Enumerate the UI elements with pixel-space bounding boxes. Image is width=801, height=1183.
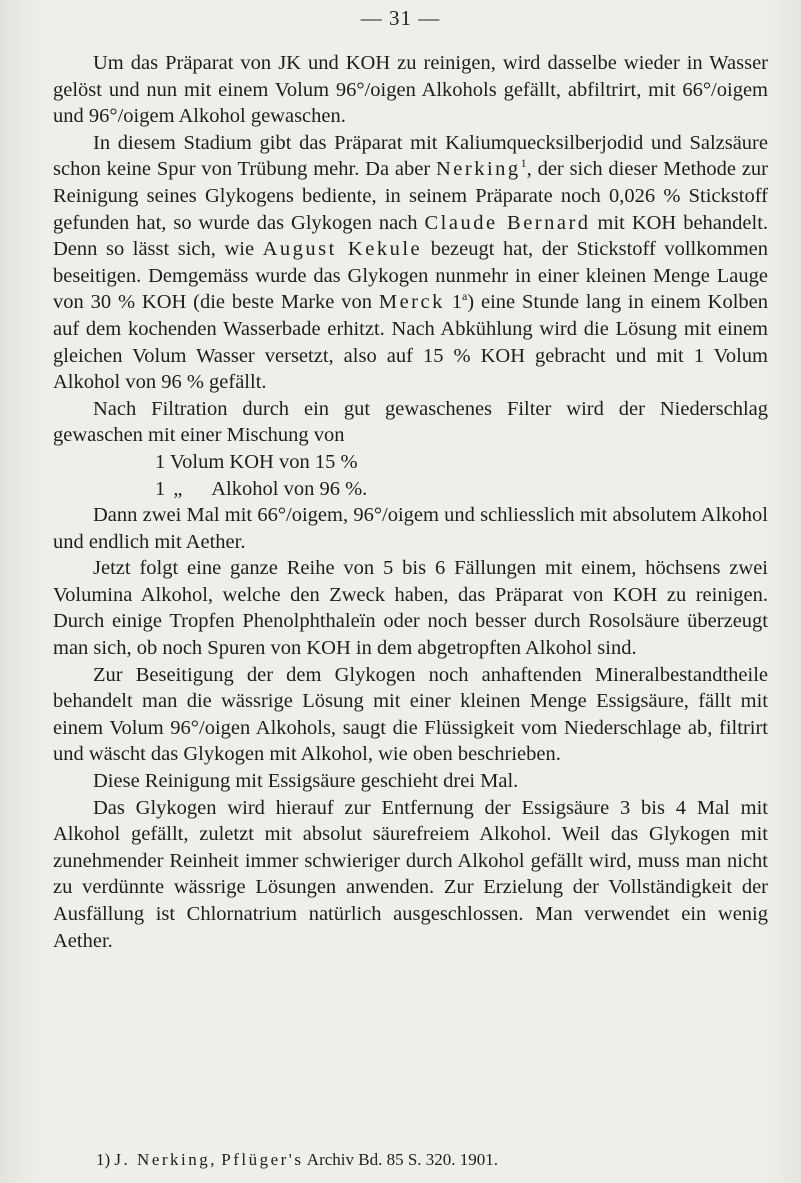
author-name-bernard: Claude Bernard [424, 211, 591, 234]
paragraph-2 [53, 130, 768, 396]
mixture-line-1: 1 Volum KOH von 15 % [155, 450, 358, 473]
merck-grade: 1 [451, 291, 462, 314]
merck-grade-sup: a [461, 289, 468, 304]
paragraph-8: Das Glykogen wird hierauf zur Entfernung der Essigsäure 3 bis 4 Mal mit Alkohol gefällt, zuletzt mit absolut säurefreiem Alkohol. Weil das Glykogen mit zunehmender Reinheit immer schwieriger durch Alkohol gefällt wird, muss man nicht zu verdünnte wässrige Lösungen anwenden. Zur Erzielung der Vollständigkeit der Ausfällung ist Chlornatrium natürlich ausgeschlossen. Man verwendet ein wenig Aether. [53, 796, 768, 952]
paragraph-3: Nach Filtration durch ein gut gewaschenes Filter wird der Niederschlag gewaschen mit einer Mischung von [53, 397, 768, 447]
paragraph-2-part-d: bezeugt hat, der Stickstoff vollkommen beseitigen. Demgemäss wurde das Glykogen nunmehr in einer kleinen Menge Lauge von 30 % KOH (die beste Marke von [53, 238, 768, 314]
body-text [53, 50, 768, 954]
mixture-line-2 [53, 476, 768, 503]
paragraph-5: Jetzt folgt eine ganze Reihe von 5 bis 6 Fällungen mit einem, höchsens zwei Volumina Alkohol, welche den Zweck haben, das Präparat von KOH zu reinigen. Durch einige Tropfen Phenolphthaleïn oder noch besser durch Rosolsäure überzeugt man sich, ob noch Spuren von KOH in dem abgetropften Alkohol sind. [53, 557, 768, 660]
footnote-author: J. Nerking, [114, 1150, 217, 1169]
brand-name-merck: Merck [378, 291, 445, 314]
footnote-journal: Pflüger's [221, 1150, 304, 1169]
footnote-citation: Archiv Bd. 85 S. 320. 1901. [306, 1150, 499, 1169]
footnote [96, 1150, 498, 1170]
paragraph-2-part-a: In diesem Stadium gibt das Präparat mit Kaliumquecksilberjodid und Salzsäure schon keine Spur von Trübung mehr. Da aber [53, 131, 768, 181]
paragraph-2-part-b: , der sich dieser Methode zur Reinigung seines Glykogens bediente, in seinem Präparate noch 0,026 % Stickstoff gefunden hat, so wurde das Glykogen nach [53, 158, 769, 234]
mixture-line-2-number: 1 [155, 477, 166, 500]
page-number: — 31 — [360, 6, 441, 30]
ditto-mark: „ [173, 477, 183, 500]
author-name-kekule: August Kekule [262, 238, 423, 261]
footnote-number: 1) [96, 1150, 111, 1169]
author-name-nerking: Nerking [435, 158, 521, 181]
paragraph-1: Um das Präparat von JK und KOH zu reinigen, wird dasselbe wieder in Wasser gelöst und nun mit einem Volum 96°/oigen Alkohols gefällt, abfiltrirt, mit 66°/oigem und 96°/oigem Alkohol gewaschen. [53, 52, 768, 128]
paragraph-4: Dann zwei Mal mit 66°/oigem, 96°/oigem und schliesslich mit absolutem Alkohol und endlich mit Aether. [53, 504, 768, 553]
paragraph-7: Diese Reinigung mit Essigsäure geschieht drei Mal. [93, 770, 519, 793]
footnote-ref[interactable]: 1 [520, 156, 527, 171]
paragraph-2-part-c: mit KOH behandelt. Denn so lässt sich, wie [53, 211, 769, 261]
mixture-line-2-text: Alkohol von 96 %. [211, 477, 368, 500]
paragraph-6: Zur Beseitigung der dem Glykogen noch anhaftenden Mineralbestandtheile behandelt man die wässrige Lösung mit einer kleinen Menge Essigsäure, fällt mit einem Volum 96°/oigen Alkohols, saugt die Flüssigkeit vom Niederschlage ab, filtrirt und wäscht das Glykogen mit Alkohol, wie oben beschrieben. [53, 663, 768, 766]
paragraph-2-part-f: ) eine Stunde lang in einem Kolben auf dem kochenden Wasserbade erhitzt. Nach Abkühlung wird die Lösung mit einem gleichen Volum Wasser versetzt, also auf 15 % KOH gebracht und mit 1 Volum Alkohol von 96 % gefällt. [53, 291, 769, 394]
